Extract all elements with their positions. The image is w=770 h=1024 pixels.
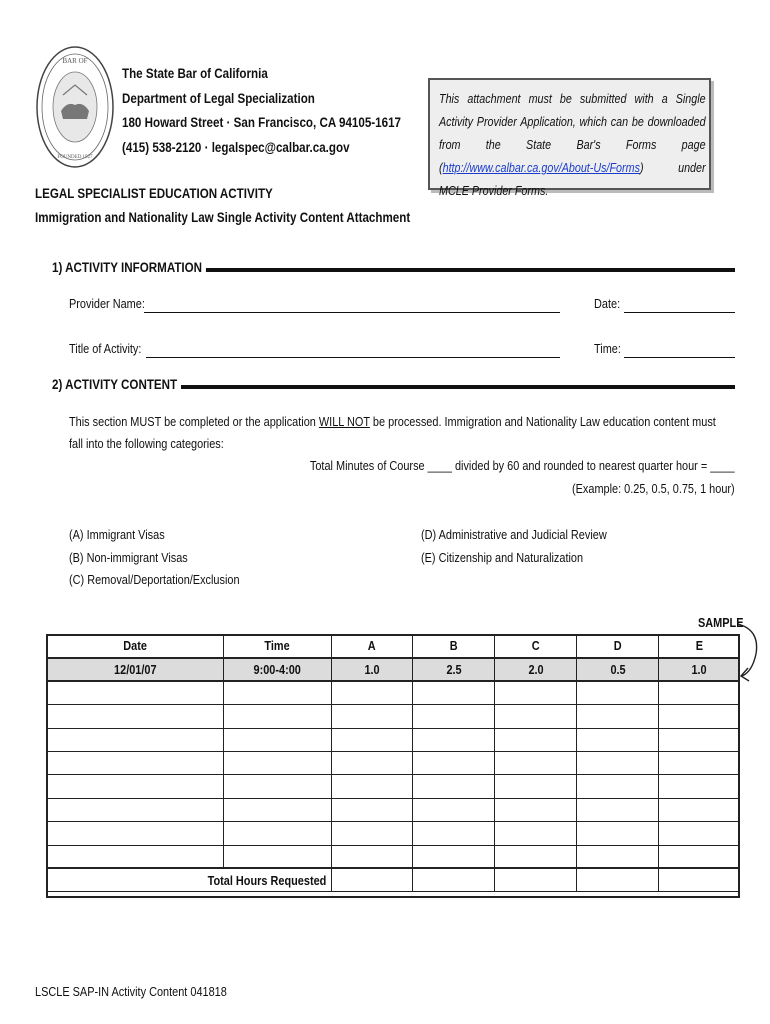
sample-d: 0.5 xyxy=(577,658,659,681)
header-d: D xyxy=(577,635,659,658)
entry-date-cell[interactable] xyxy=(47,845,224,868)
entry-date-cell[interactable] xyxy=(47,751,224,774)
section2-heading: 2) ACTIVITY CONTENT xyxy=(52,377,181,392)
total-d-cell[interactable] xyxy=(577,868,659,891)
entry-d-cell[interactable] xyxy=(577,728,659,751)
sample-c: 2.0 xyxy=(495,658,577,681)
sample-time: 9:00-4:00 xyxy=(223,658,331,681)
entry-d-cell[interactable] xyxy=(577,845,659,868)
activity-content-table xyxy=(46,634,740,892)
header-e: E xyxy=(659,635,740,658)
entry-d-cell[interactable] xyxy=(577,775,659,798)
table-row xyxy=(47,775,740,798)
entry-d-cell[interactable] xyxy=(577,822,659,845)
sample-e: 1.0 xyxy=(659,658,740,681)
state-bar-seal-logo xyxy=(35,45,115,169)
time-label: Time: xyxy=(594,341,621,356)
table-header-row xyxy=(47,635,740,658)
entry-time-cell[interactable] xyxy=(223,705,331,728)
entry-d-cell[interactable] xyxy=(577,681,659,704)
entry-time-cell[interactable] xyxy=(223,798,331,821)
table-row xyxy=(47,798,740,821)
sample-tag: SAMPLE xyxy=(698,615,744,630)
entry-date-cell[interactable] xyxy=(47,798,224,821)
entry-a-cell[interactable] xyxy=(331,728,413,751)
header-a: A xyxy=(331,635,413,658)
entry-b-cell[interactable] xyxy=(413,775,495,798)
entry-time-cell[interactable] xyxy=(223,751,331,774)
entry-a-cell[interactable] xyxy=(331,845,413,868)
entry-time-cell[interactable] xyxy=(223,728,331,751)
sample-date: 12/01/07 xyxy=(47,658,224,681)
formula-example: (Example: 0.25, 0.5, 0.75, 1 hour) xyxy=(572,481,735,496)
header-time: Time xyxy=(223,635,331,658)
entry-a-cell[interactable] xyxy=(331,798,413,821)
table-row xyxy=(47,681,740,704)
categories-right xyxy=(421,524,607,569)
notice-text-after: ) under MCLE Provider Forms. xyxy=(439,161,706,198)
entry-b-cell[interactable] xyxy=(413,705,495,728)
content-instructions xyxy=(69,411,724,455)
table-row xyxy=(47,845,740,868)
entry-e-cell[interactable] xyxy=(659,845,740,868)
category-e: (E) Citizenship and Naturalization xyxy=(421,549,584,565)
total-a-cell[interactable] xyxy=(331,868,413,891)
entry-c-cell[interactable] xyxy=(495,728,577,751)
total-c-cell[interactable] xyxy=(495,868,577,891)
entry-d-cell[interactable] xyxy=(577,798,659,821)
date-label: Date: xyxy=(594,296,621,311)
entry-a-cell[interactable] xyxy=(331,751,413,774)
total-e-cell[interactable] xyxy=(659,868,740,891)
entry-time-cell[interactable] xyxy=(223,775,331,798)
entry-date-cell[interactable] xyxy=(47,705,224,728)
svg-text:FOUNDED 1927: FOUNDED 1927 xyxy=(57,155,93,160)
entry-e-cell[interactable] xyxy=(659,681,740,704)
entry-c-cell[interactable] xyxy=(495,775,577,798)
entry-a-cell[interactable] xyxy=(331,681,413,704)
table-row xyxy=(47,728,740,751)
total-hours-label: Total Hours Requested xyxy=(47,868,332,891)
form-subtitle: Immigration and Nationality Law Single Activity Content Attachment xyxy=(35,210,411,225)
entry-b-cell[interactable] xyxy=(413,822,495,845)
entry-b-cell[interactable] xyxy=(413,728,495,751)
entry-e-cell[interactable] xyxy=(659,822,740,845)
entry-e-cell[interactable] xyxy=(659,798,740,821)
entry-b-cell[interactable] xyxy=(413,798,495,821)
org-address: 180 Howard Street · San Francisco, CA 94105-1617 xyxy=(122,115,401,130)
header-c: C xyxy=(495,635,577,658)
total-row xyxy=(47,868,740,891)
section1-rule xyxy=(190,268,735,272)
sample-b: 2.5 xyxy=(413,658,495,681)
table-row xyxy=(47,705,740,728)
category-b: (B) Non-immigrant Visas xyxy=(69,549,188,565)
form-footer-id: LSCLE SAP-IN Activity Content 041818 xyxy=(35,984,227,999)
entry-c-cell[interactable] xyxy=(495,822,577,845)
header-date: Date xyxy=(47,635,224,658)
forms-link[interactable]: http://www.calbar.ca.gov/About-Us/Forms xyxy=(442,161,640,175)
header-b: B xyxy=(413,635,495,658)
title-of-activity-field[interactable] xyxy=(146,357,560,358)
entry-e-cell[interactable] xyxy=(659,705,740,728)
entry-date-cell[interactable] xyxy=(47,822,224,845)
sample-row xyxy=(47,658,740,681)
svg-text:BAR OF: BAR OF xyxy=(62,57,88,65)
entry-d-cell[interactable] xyxy=(577,751,659,774)
notice-box xyxy=(428,78,711,198)
entry-date-cell[interactable] xyxy=(47,775,224,798)
instructions-text-2: be processed. Immigration and Nationality Law education content must fall into the following categories: xyxy=(69,414,716,451)
entry-c-cell[interactable] xyxy=(495,681,577,704)
category-a: (A) Immigrant Visas xyxy=(69,527,165,542)
entry-date-cell[interactable] xyxy=(47,681,224,704)
instructions-emphasis: WILL NOT xyxy=(318,414,370,429)
date-field[interactable] xyxy=(624,312,735,313)
form-title: LEGAL SPECIALIST EDUCATION ACTIVITY xyxy=(35,186,273,201)
sample-a: 1.0 xyxy=(331,658,413,681)
section2-rule xyxy=(170,385,735,389)
entry-e-cell[interactable] xyxy=(659,751,740,774)
category-d: (D) Administrative and Judicial Review xyxy=(421,527,607,542)
entry-c-cell[interactable] xyxy=(495,751,577,774)
entry-c-cell[interactable] xyxy=(495,705,577,728)
entry-time-cell[interactable] xyxy=(223,845,331,868)
table-row xyxy=(47,751,740,774)
provider-name-label: Provider Name: xyxy=(69,296,145,311)
entry-a-cell[interactable] xyxy=(331,775,413,798)
entry-e-cell[interactable] xyxy=(659,775,740,798)
categories-left xyxy=(69,524,240,592)
provider-name-field[interactable] xyxy=(144,312,560,313)
minutes-formula: Total Minutes of Course ____ divided by 60 and rounded to nearest quarter hour = ____ xyxy=(310,458,735,473)
entry-c-cell[interactable] xyxy=(495,798,577,821)
entry-b-cell[interactable] xyxy=(413,751,495,774)
total-b-cell[interactable] xyxy=(413,868,495,891)
header-block xyxy=(122,62,401,160)
entry-time-cell[interactable] xyxy=(223,822,331,845)
entry-a-cell[interactable] xyxy=(331,822,413,845)
category-c: (C) Removal/Deportation/Exclusion xyxy=(69,572,240,587)
entry-c-cell[interactable] xyxy=(495,845,577,868)
entry-b-cell[interactable] xyxy=(413,681,495,704)
entry-date-cell[interactable] xyxy=(47,728,224,751)
entry-b-cell[interactable] xyxy=(413,845,495,868)
entry-d-cell[interactable] xyxy=(577,705,659,728)
notice-text-before: This attachment must be submitted with a Single Activity Provider Application, which can be downloaded from the State Bar's Forms page ( xyxy=(439,92,706,175)
dept-name: Department of Legal Specialization xyxy=(122,90,315,106)
org-contact: (415) 538-2120 · legalspec@calbar.ca.gov xyxy=(122,139,350,155)
entry-a-cell[interactable] xyxy=(331,705,413,728)
entry-time-cell[interactable] xyxy=(223,681,331,704)
org-name: The State Bar of California xyxy=(122,66,268,81)
time-field[interactable] xyxy=(624,357,735,358)
table-row xyxy=(47,822,740,845)
section1-heading: 1) ACTIVITY INFORMATION xyxy=(52,260,206,275)
instructions-text-1: This section MUST be completed or the application xyxy=(69,414,319,429)
title-of-activity-label: Title of Activity: xyxy=(69,341,142,356)
entry-e-cell[interactable] xyxy=(659,728,740,751)
